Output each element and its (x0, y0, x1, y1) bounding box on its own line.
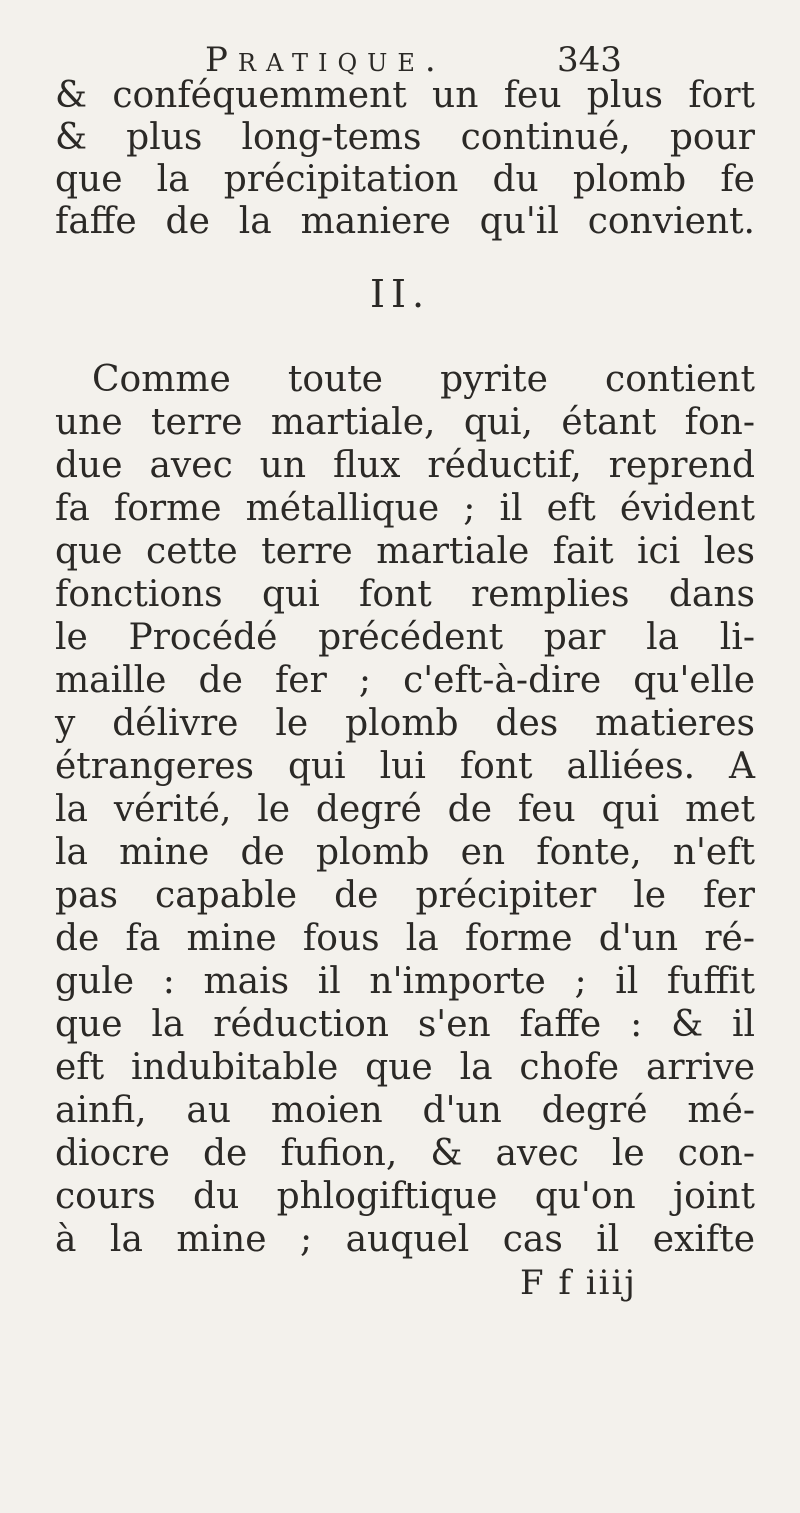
text-line: eft indubitable que la chofe arrive (55, 1047, 755, 1088)
text-line: à la mine ; auquel cas il exifte (55, 1219, 755, 1260)
signature-mark: F f iiij (520, 1263, 637, 1303)
text-line: fa forme métallique ; il eft évident (55, 488, 755, 529)
text-line: diocre de fufion, & avec le con- (55, 1133, 755, 1174)
text-line: la mine de plomb en fonte, n'eft (55, 832, 755, 873)
text-line: y délivre le plomb des matieres (55, 703, 755, 744)
text-line: & conféquemment un feu plus fort (55, 75, 755, 116)
text-line: que cette terre martiale fait ici les (55, 531, 755, 572)
text-line: faffe de la maniere qu'il convient. (55, 201, 755, 242)
text-line: pas capable de précipiter le fer (55, 875, 755, 916)
text-line: due avec un flux réductif, reprend (55, 445, 755, 486)
text-line: le Procédé précédent par la li- (55, 617, 755, 658)
text-line: Comme toute pyrite contient (92, 359, 755, 400)
text-line: fonctions qui font remplies dans (55, 574, 755, 615)
text-line: une terre martiale, qui, étant fon- (55, 402, 755, 443)
section-number: II. (369, 272, 431, 316)
text-line: la vérité, le degré de feu qui met (55, 789, 755, 830)
text-line: cours du phlogiftique qu'on joint (55, 1176, 755, 1217)
text-line: & plus long-tems continué, pour (55, 117, 755, 158)
text-line: de fa mine fous la forme d'un ré- (55, 918, 755, 959)
text-line: gule : mais il n'importe ; il fuffit (55, 961, 755, 1002)
text-line: que la réduction s'en faffe : & il (55, 1004, 755, 1045)
text-line: que la précipitation du plomb fe (55, 159, 755, 200)
text-line: étrangeres qui lui font alliées. A (55, 746, 755, 787)
running-head: Pratique. (205, 40, 446, 80)
text-line: maille de fer ; c'eft-à-dire qu'elle (55, 660, 755, 701)
page-number: 343 (557, 40, 622, 80)
text-line: ainfi, au moien d'un degré mé- (55, 1090, 755, 1131)
